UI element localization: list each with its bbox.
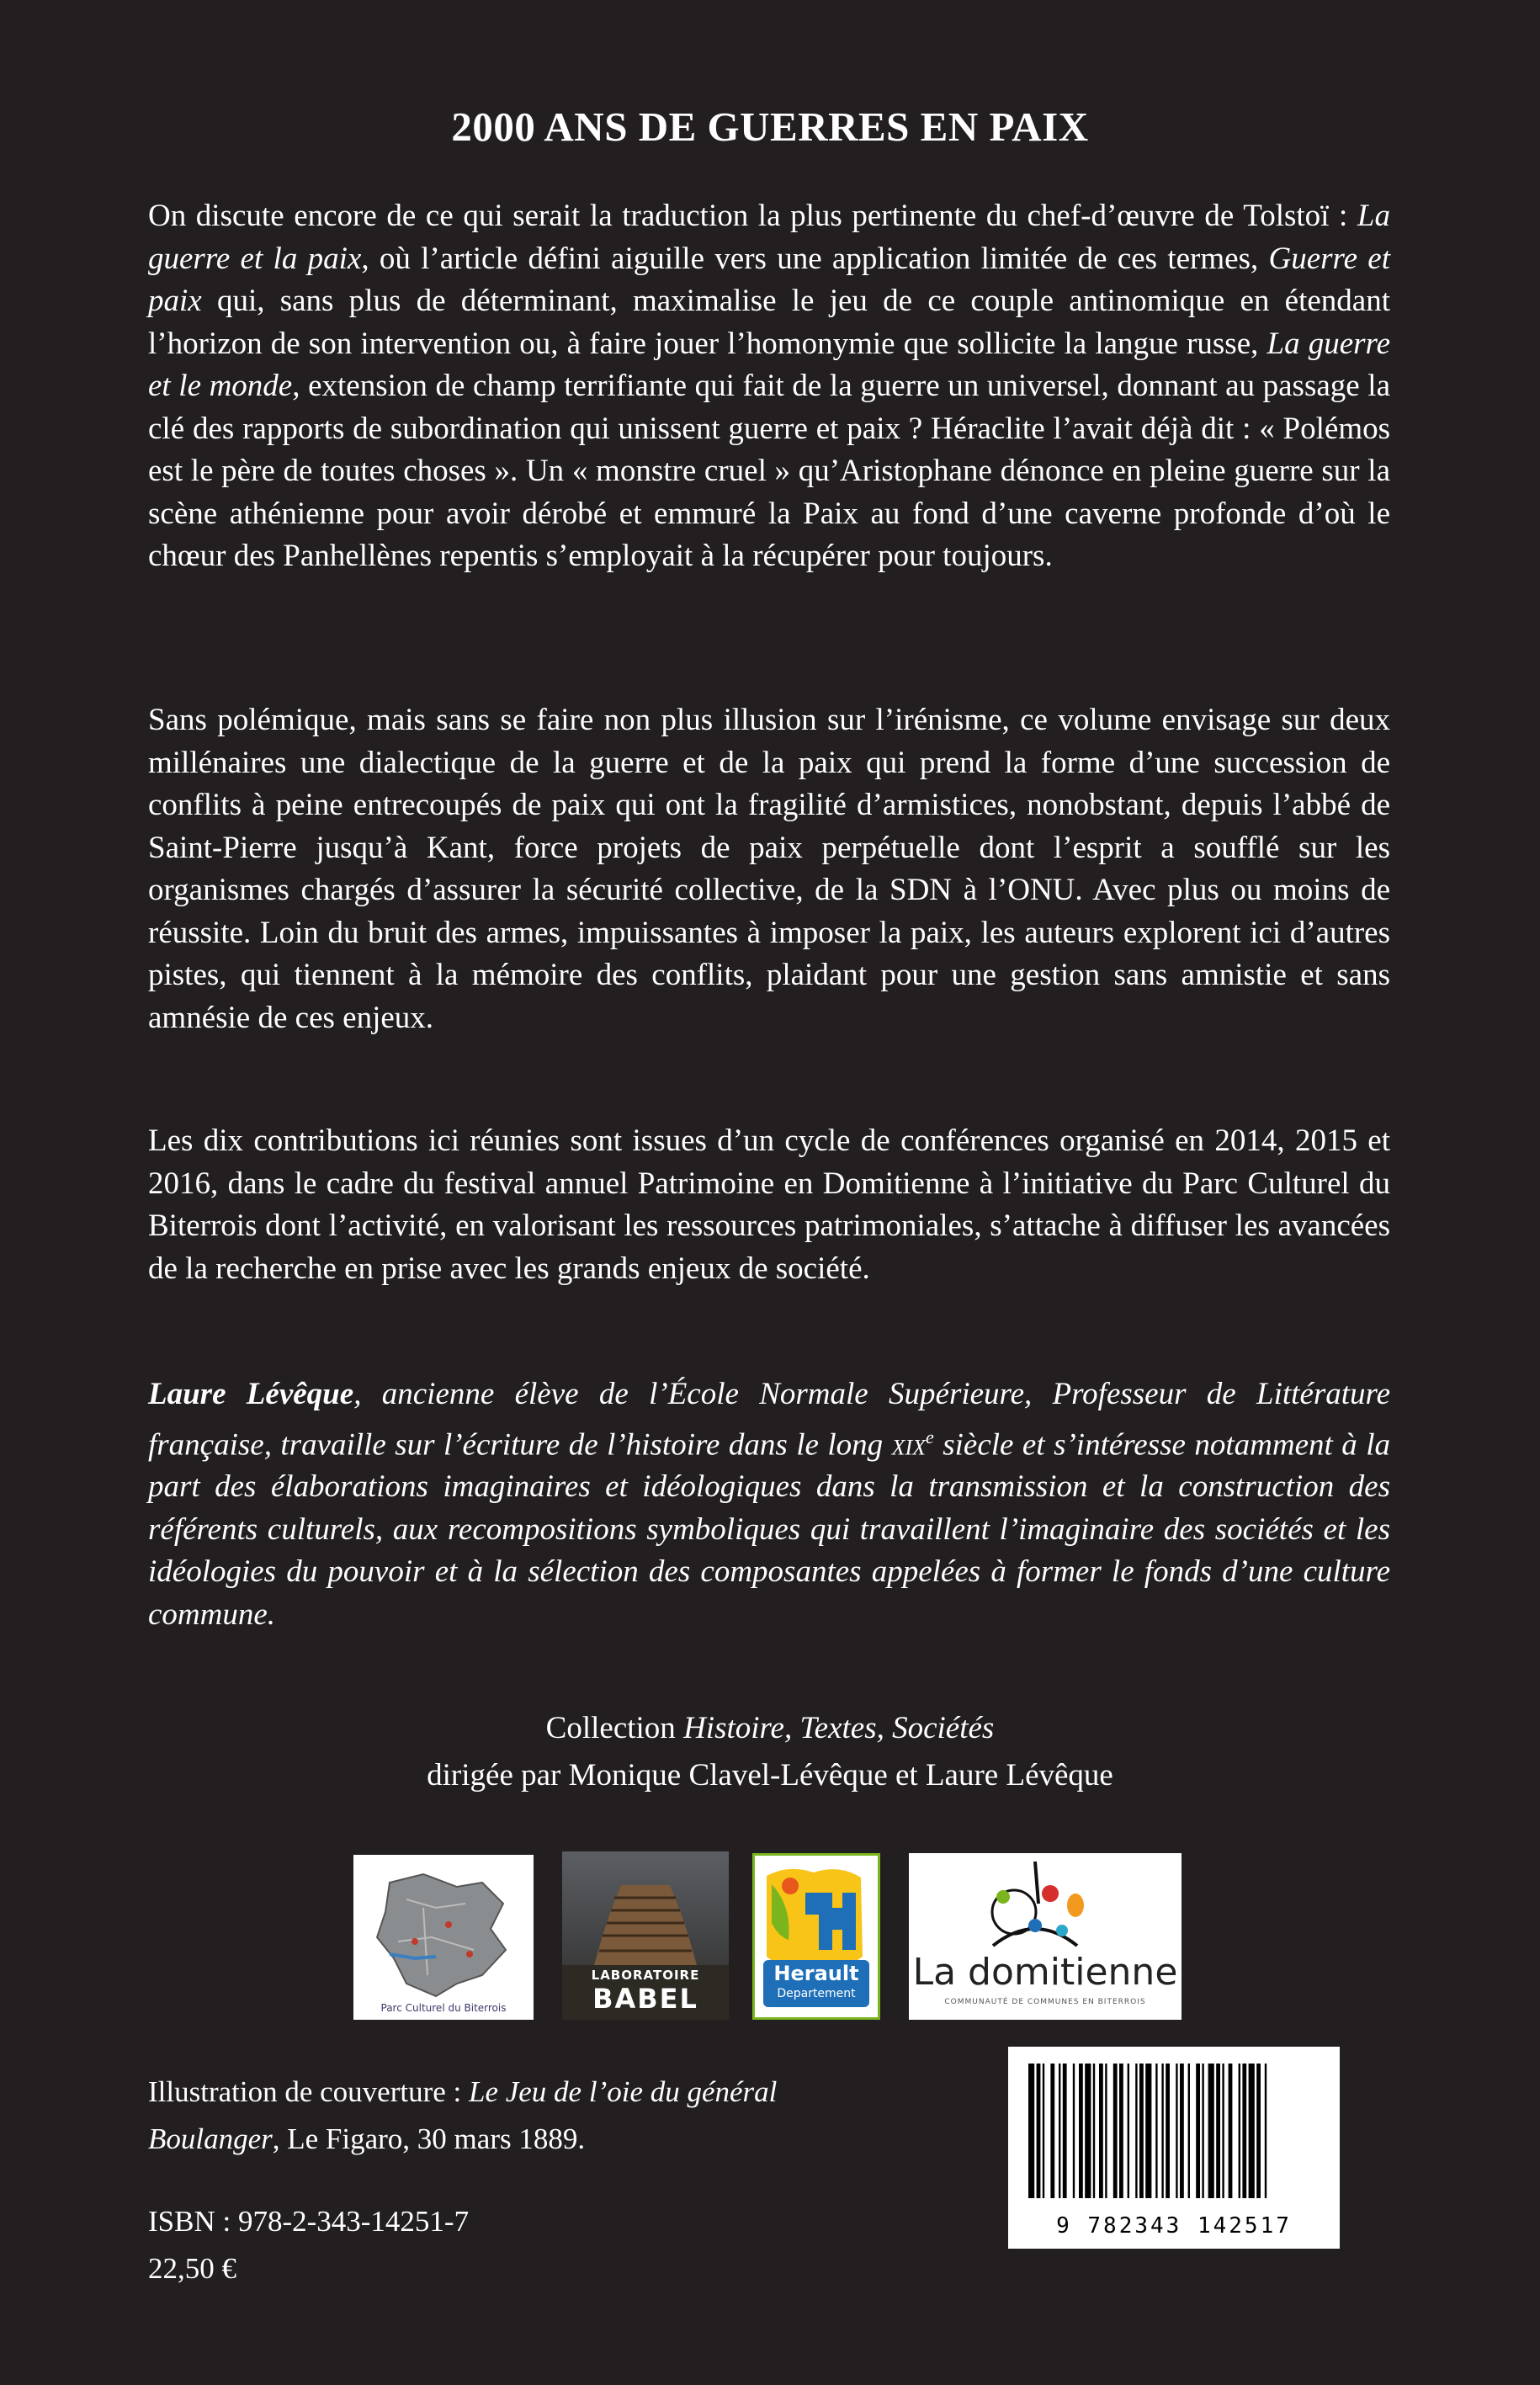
barcode-bar: [1176, 2064, 1177, 2198]
paragraph-1-italic-title-2: Guerre et paix: [148, 241, 1390, 318]
barcode-bar: [1128, 2064, 1129, 2198]
domitienne-sublabel: COMMUNAUTÉ DE COMMUNES EN BITERROIS: [944, 1998, 1146, 2006]
barcode-bar: [1135, 2064, 1137, 2198]
barcode-bars: [1008, 2055, 1340, 2223]
price: 22,50 €: [148, 2252, 236, 2285]
barcode-bar: [1085, 2064, 1091, 2198]
barcode-number: 9 782343 142517: [1056, 2213, 1292, 2239]
parc-culturel-label: Parc Culturel du Biterrois: [380, 2002, 507, 2014]
paragraph-1-text-e: qui, sans plus de déterminant, maximalise le jeu de ce couple antinomique en étendant l’horizon de son intervention ou, à faire jouer l’homonymie que sollicite la langue russe,: [148, 284, 1390, 361]
barcode-bar: [1059, 2064, 1060, 2198]
barcode-bar: [1249, 2064, 1255, 2198]
isbn: ISBN : 978-2-343-14251-7: [148, 2205, 470, 2238]
barcode-bar: [1105, 2064, 1107, 2198]
collection-name: Histoire, Textes, Sociétés: [683, 1711, 995, 1745]
domitienne-emblem-icon: [909, 1853, 1182, 2020]
barcode-bar: [1161, 2064, 1163, 2198]
paragraph-1-text-a: On discute encore de ce qui serait la traduction la plus pertinente du chef-d’œuvre de Tolstoï :: [148, 199, 1357, 233]
century-superscript: e: [926, 1426, 934, 1447]
la-domitienne-logo: [909, 1853, 1182, 2020]
babel-label-main: BABEL: [592, 1983, 698, 2015]
babel-label-top: LABORATOIRE: [591, 1968, 700, 1983]
collection-directors: dirigée par Monique Clavel-Lévêque et Laure Lévêque: [427, 1758, 1113, 1793]
barcode-bar: [1202, 2064, 1203, 2198]
barcode-bar: [1043, 2064, 1044, 2198]
barcode-bar: [1119, 2064, 1123, 2198]
parc-culturel-logo: [353, 1855, 534, 2020]
barcode-bar: [1139, 2064, 1144, 2198]
author-bio: [148, 1373, 1390, 1636]
barcode-bar: [1063, 2064, 1067, 2198]
barcode-bar: [1037, 2064, 1041, 2198]
departement-label: Departement: [777, 1987, 856, 2000]
paragraph-1: [148, 195, 1390, 578]
credit-prefix: Illustration de couverture :: [148, 2075, 469, 2108]
barcode-bar: [1145, 2064, 1151, 2198]
barcode-bar: [1155, 2064, 1157, 2198]
barcode-bar: [1079, 2064, 1083, 2198]
barcode-bar: [1093, 2064, 1095, 2198]
barcode-bar: [1196, 2064, 1200, 2198]
author-bio-text-a: , ancienne élève de l’École Normale Supérieure, Professeur de Littérature française, travaille sur l’écriture de l’histoire dans le long: [148, 1377, 1391, 1462]
credit-suffix: , Le Figaro, 30 mars 1889.: [272, 2122, 586, 2155]
credit-work-title: Le Jeu de l’oie du général Boulanger: [148, 2075, 778, 2155]
paragraph-1-text-c: , où l’article défini aiguille vers une application limitée de ces termes,: [361, 241, 1269, 276]
barcode-bar: [1113, 2064, 1118, 2198]
barcode-bar: [1188, 2064, 1190, 2198]
century-numeral: xix: [891, 1426, 927, 1462]
barcode: [1008, 2047, 1340, 2249]
book-title: 2000 ANS DE GUERRES EN PAIX: [451, 104, 1089, 150]
barcode-bar: [1216, 2064, 1220, 2198]
barcode-bar: [1028, 2064, 1034, 2198]
laboratoire-babel-logo: [562, 1851, 729, 2020]
isbn-price-block: [148, 2198, 469, 2292]
collection-info: [0, 1705, 1540, 1799]
barcode-bar: [1256, 2064, 1261, 2198]
cover-illustration-credit: [148, 2069, 905, 2163]
paragraph-1-italic-title-1: La guerre et la paix: [148, 199, 1390, 276]
paragraph-1-text-g: , extension de champ terrifiante qui fait de la guerre un universel, donnant au passage la clé des rapports de subordination qui unissent guerre et paix ? Héraclite l’avait déjà dit : « Polémos est le père de toutes choses ». Un « monstre cruel » qu’Aristophane dénonce en pleine guerre sur la scène athénienne pour avoir dérobé et emmuré la Paix au fond d’une caverne profonde d’où le chœur des Panhellènes repentis s’employait à la récupérer pour toujours.: [148, 369, 1390, 573]
barcode-bar: [1166, 2064, 1170, 2198]
barcode-bar: [1073, 2064, 1075, 2198]
barcode-bar: [1180, 2064, 1184, 2198]
barcode-bar: [1229, 2064, 1233, 2198]
collection-prefix: Collection: [545, 1711, 684, 1745]
paragraph-3-text: Les dix contributions ici réunies sont issues d’un cycle de conférences organisé en 2014, 2015 et 2016, dans le cadre du festival annuel Patrimoine en Domitienne à l’initiative du Parc Culturel du Biterrois dont l’activité, en valorisant les ressources patrimoniales, s’attache à diffuser les avancées de la recherche en prise avec les grands enjeux de société.: [148, 1123, 1390, 1286]
barcode-bar: [1242, 2064, 1246, 2198]
barcode-bar: [1265, 2064, 1267, 2198]
map-icon: [356, 1857, 531, 2017]
barcode-bar: [1050, 2064, 1054, 2198]
herault-departement-logo: [752, 1853, 880, 2020]
barcode-bar: [1099, 2064, 1103, 2198]
paragraph-2-text: Sans polémique, mais sans se faire non plus illusion sur l’irénisme, ce volume envisage sur deux millénaires une dialectique de la guerre et de la paix qui prend la forme d’une succession de conflits à peine entrecoupés de paix qui ont la fragilité d’armistices, nonobstant, depuis l’abbé de Saint-Pierre jusqu’à Kant, force projets de paix perpétuelle dont l’esprit a soufflé sur les organismes chargés d’assurer la sécurité collective, de la SDN à l’ONU. Avec plus ou moins de réussite. Loin du bruit des armes, impuissantes à imposer la paix, les auteurs explorent ici d’autres pistes, qui tiennent à la mémoire des conflits, plaidant pour une gestion sans amnistie et sans amnésie de ces enjeux.: [148, 703, 1390, 1035]
barcode-bar: [1208, 2064, 1214, 2198]
paragraph-2: [148, 699, 1390, 1039]
paragraph-3: [148, 1120, 1390, 1290]
barcode-bar: [1222, 2064, 1224, 2198]
paragraph-1-italic-title-3: La guerre et le monde: [148, 326, 1390, 403]
author-name: Laure Lévêque: [148, 1377, 354, 1411]
author-bio-text-b: siècle et s’intéresse notamment à la part des élaborations imaginaires et idéologiques dans la transmission et la construction des référents culturels, aux recompositions symboliques qui travaillent l’imaginaire des sociétés et les idéologies du pouvoir et à la sélection des composantes appelées à former le fonds d’une culture commune.: [148, 1426, 1390, 1632]
herault-label: Herault: [773, 1962, 859, 1985]
domitienne-label: La domitienne: [912, 1951, 1178, 1994]
barcode-bar: [1239, 2064, 1240, 2198]
